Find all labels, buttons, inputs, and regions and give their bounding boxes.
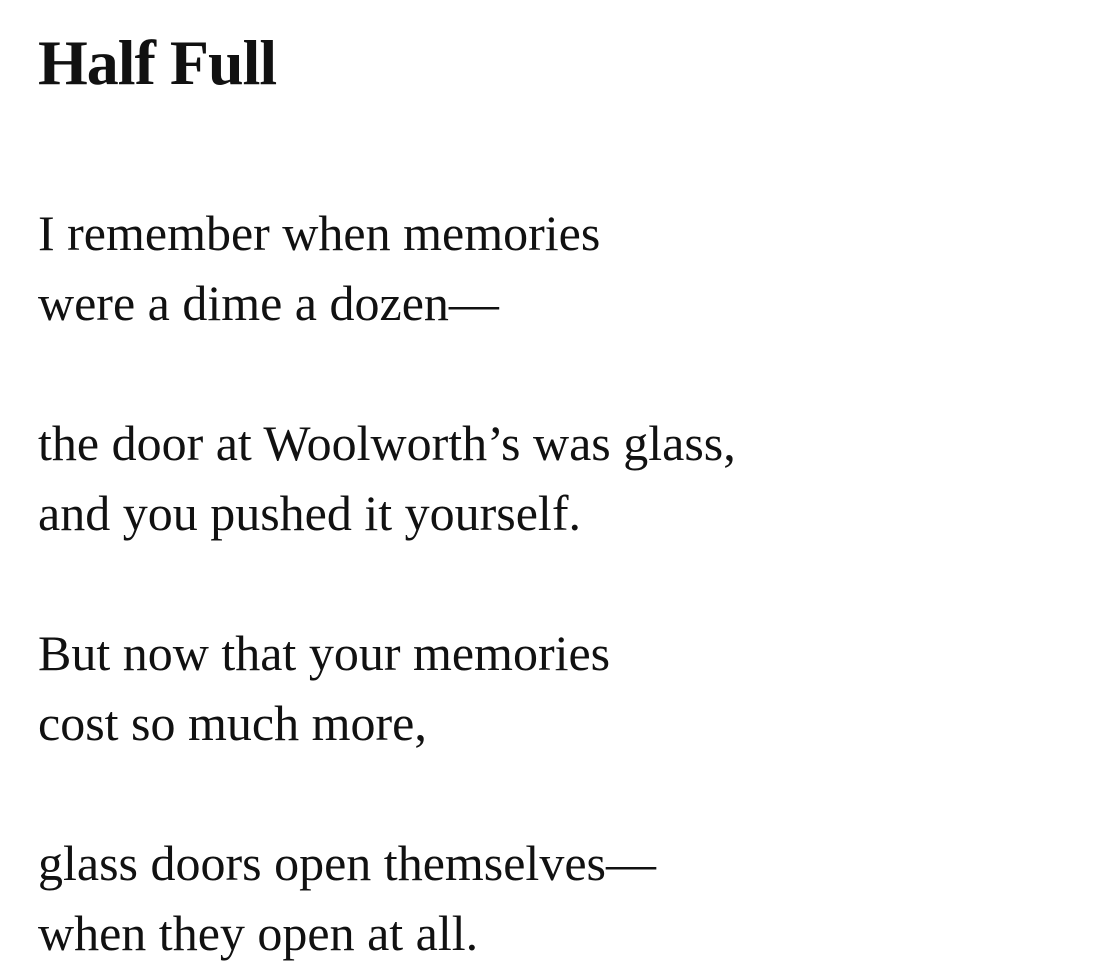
poem-title: Half Full	[38, 27, 277, 98]
poem-line: But now that your memories	[38, 625, 611, 681]
poem-line: I remember when memories	[38, 205, 601, 261]
poem-line: were a dime a dozen—	[38, 275, 499, 331]
stanza-1	[38, 198, 1058, 338]
poem-line: cost so much more,	[38, 695, 427, 751]
poem-line: glass doors open themselves—	[38, 835, 656, 891]
poem-line: the door at Woolworth’s was glass,	[38, 415, 736, 471]
stanza-4	[38, 828, 1058, 968]
stanza-2	[38, 408, 1058, 548]
poem-line: and you pushed it yourself.	[38, 485, 581, 541]
poem-page	[38, 26, 1058, 968]
poem-line: when they open at all.	[38, 905, 479, 961]
poem-body	[38, 198, 1058, 968]
stanza-3	[38, 618, 1058, 758]
